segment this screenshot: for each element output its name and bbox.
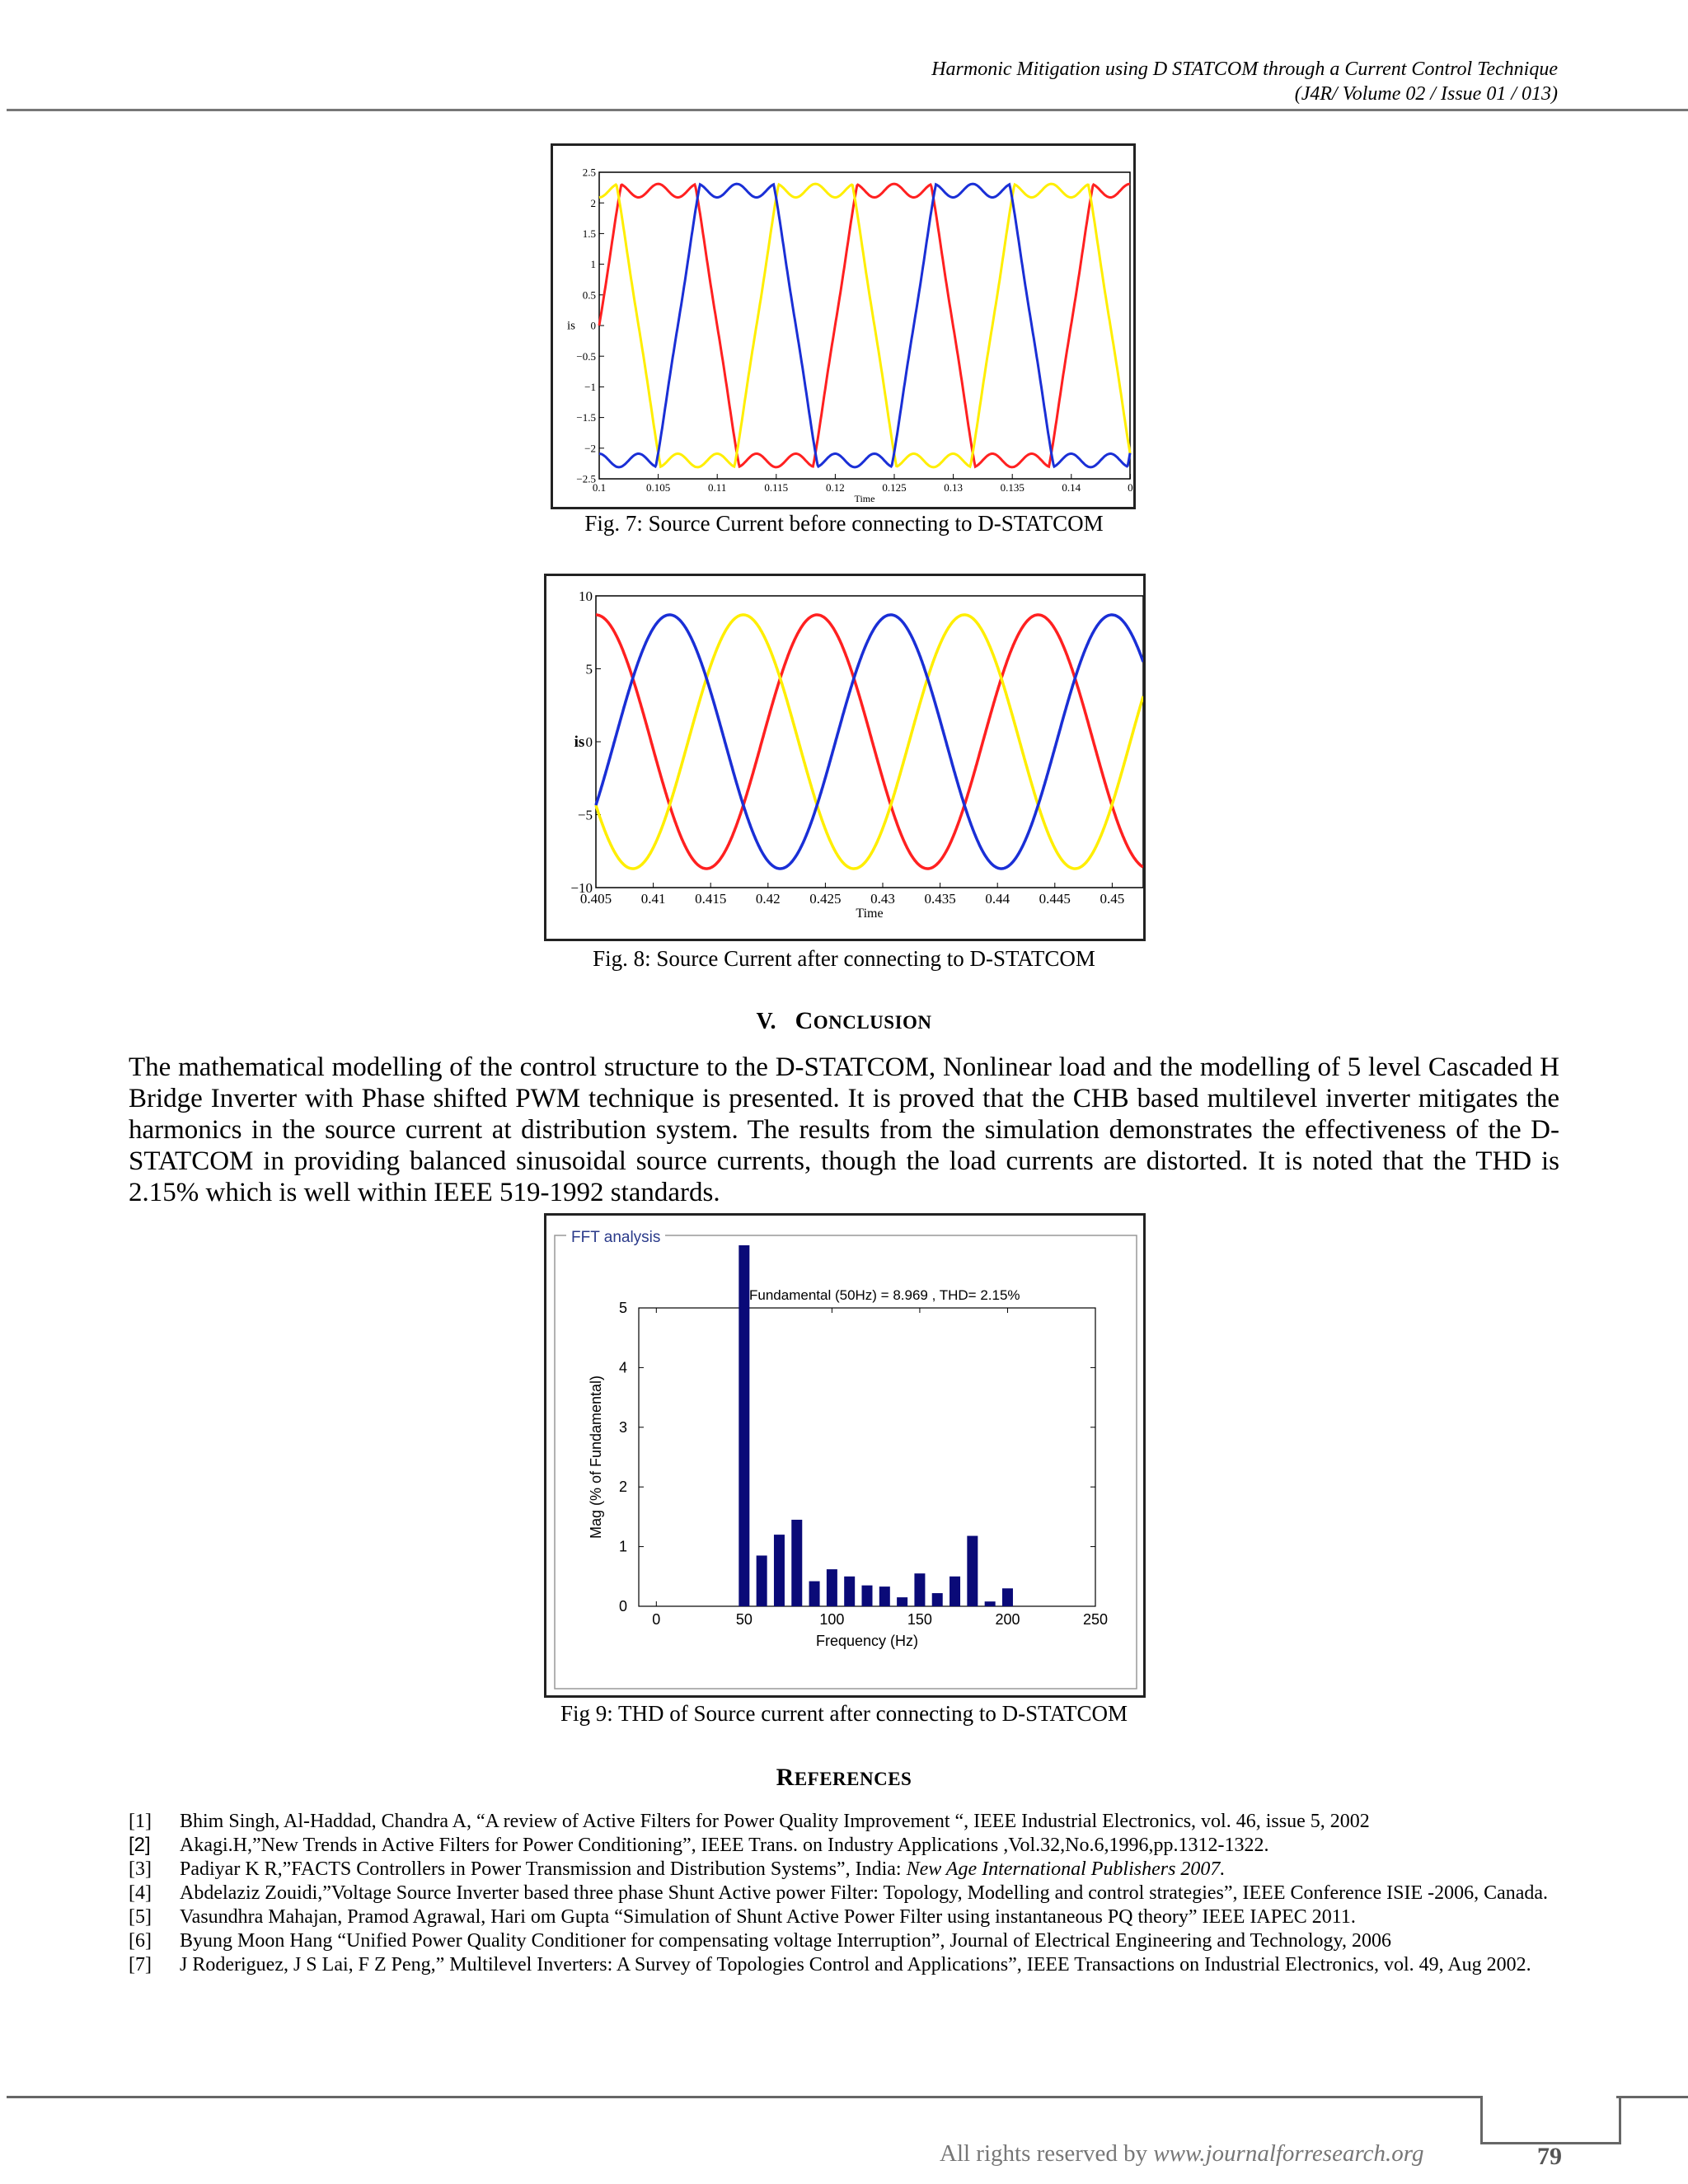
y-tick-label: 1	[618, 1538, 627, 1555]
figure-7-chart	[553, 146, 1133, 507]
fft-annotation: Fundamental (50Hz) = 8.969 , THD= 2.15%	[749, 1287, 1020, 1303]
x-tick-label: 0.125	[882, 481, 907, 494]
x-tick-label: 0.11	[708, 481, 727, 494]
figure-8-chart	[546, 576, 1143, 939]
y-tick-label: 0	[618, 1598, 627, 1615]
harmonic-bar	[791, 1520, 802, 1606]
x-tick-label: 0.115	[764, 481, 789, 494]
x-tick-label: 0.415	[695, 891, 727, 907]
x-tick-label: 150	[907, 1611, 932, 1628]
y-tick-label: 0	[585, 733, 593, 750]
x-tick-label: 0.14	[1062, 481, 1081, 494]
y-tick-label: 2.5	[582, 166, 596, 179]
y-tick-label: 2	[618, 1479, 627, 1496]
harmonic-bar	[844, 1577, 855, 1606]
running-header-title: Harmonic Mitigation using D STATCOM through a Current Control Technique	[931, 59, 1558, 80]
conclusion-title-cap: C	[795, 1007, 814, 1034]
conclusion-heading	[0, 1007, 1688, 1035]
figure-7-frame	[551, 143, 1136, 509]
footer-rule	[7, 2096, 1482, 2098]
x-tick-label: 0.105	[645, 481, 671, 494]
fft-panel-title: FFT analysis	[571, 1229, 661, 1246]
y-tick-label: 0	[590, 319, 596, 332]
y-tick-label: 10	[579, 588, 593, 604]
page-number-box	[1480, 2096, 1621, 2144]
references-title-cap: R	[776, 1764, 795, 1791]
y-tick-label: 4	[618, 1359, 627, 1376]
conclusion-paragraph: The mathematical modelling of the control structure to the D-STATCOM, Nonlinear load and the modelling of 5 level Cascaded H Bridge Inverter with Phase shifted PWM technique is presented. It is proved that the CHB based multilevel inverter mitigates the harmonics in the source current at distribution system. The results from the simulation demonstrates the effectiveness of the D-STATCOM in providing balanced sinusoidal source currents, though the load currents are distorted. It is noted that the THD is 2.15% which is well within IEEE 519-1992 standards.	[129, 1052, 1559, 1207]
references-heading	[0, 1764, 1688, 1792]
harmonic-bar	[827, 1569, 837, 1606]
x-tick-label: 200	[995, 1611, 1020, 1628]
x-tick-label: 0.135	[1000, 481, 1025, 494]
fft-axes-box	[639, 1308, 1095, 1606]
footer-rule-right	[1616, 2096, 1688, 2098]
reference-item: [6] Byung Moon Hang “Unified Power Quality Conditioner for compensating voltage Interruption”, Journal of Electrical Engineering and Technology, 2006	[129, 1930, 1391, 1952]
y-tick-label: 5	[585, 661, 593, 677]
y-tick-label: 1.5	[582, 227, 596, 240]
figure-9-caption: Fig 9: THD of Source current after connecting to D-STATCOM	[560, 1701, 1128, 1726]
x-tick-label: 250	[1082, 1611, 1109, 1628]
x-tick-label: 0	[1128, 481, 1133, 494]
y-tick-label: −1	[584, 380, 596, 393]
conclusion-number: V.	[756, 1009, 777, 1034]
x-tick-label: 0.41	[640, 891, 666, 907]
footer-website-link[interactable]: www.journalforresearch.org	[1153, 2140, 1424, 2167]
phase-current-line	[596, 615, 1143, 869]
x-tick-label: 0.1	[592, 481, 607, 494]
page-number: 79	[1537, 2143, 1562, 2170]
figure-9-frame	[544, 1213, 1146, 1698]
x-tick-label: 0.43	[870, 891, 895, 907]
y-tick-label: −2	[584, 442, 596, 455]
figure-8-caption: Fig. 8: Source Current after connecting to D-STATCOM	[593, 946, 1095, 971]
y-tick-label: −0.5	[576, 349, 596, 363]
x-tick-label: 0.44	[985, 891, 1010, 907]
y-axis-label: Mag (% of Fundamental)	[588, 1375, 604, 1540]
x-axis-label: Time	[854, 493, 875, 504]
harmonic-bar	[738, 1245, 749, 1606]
references-title-rest: EFERENCES	[794, 1769, 912, 1789]
y-tick-label: −1.5	[576, 411, 596, 424]
harmonic-bar	[932, 1593, 943, 1606]
x-tick-label: 0.445	[1039, 891, 1071, 907]
x-tick-label: 0.13	[944, 481, 963, 494]
reference-item: [2] Akagi.H,”New Trends in Active Filters for Power Conditioning”, IEEE Trans. on Industry Applications ,Vol.32,No.6,1996,pp.1312-1322.	[129, 1834, 1269, 1856]
x-tick-label: 0.435	[924, 891, 956, 907]
reference-item: [4] Abdelaziz Zouidi,”Voltage Source Inverter based three phase Shunt Active power Filter: Topology, Modelling and control strategies”, IEEE Conference ISIE -2006, Canada.	[129, 1882, 1549, 1904]
figure-7-caption: Fig. 7: Source Current before connecting to D-STATCOM	[584, 511, 1104, 536]
running-header-subtitle: (J4R/ Volume 02 / Issue 01 / 013)	[1294, 83, 1558, 105]
references-list	[129, 1810, 1559, 1977]
harmonic-bar	[879, 1586, 890, 1606]
x-tick-label: 0	[652, 1611, 661, 1628]
y-tick-label: −2.5	[576, 472, 596, 485]
x-tick-label: 0.405	[579, 891, 612, 907]
y-tick-label: 3	[618, 1418, 627, 1436]
footer-rights: All rights reserved by www.journalforresearch.org	[940, 2140, 1424, 2167]
harmonic-bar	[897, 1597, 907, 1606]
y-axis-label: is	[566, 319, 576, 333]
x-axis-label: Time	[856, 907, 884, 921]
y-tick-label: 1	[590, 258, 596, 271]
harmonic-bar	[862, 1586, 873, 1606]
harmonic-bar	[774, 1535, 785, 1606]
x-tick-label: 0.42	[755, 891, 781, 907]
reference-item: [3] Padiyar K R,”FACTS Controllers in Power Transmission and Distribution Systems”, India: New Age International Publishers 2007.	[129, 1858, 1226, 1880]
harmonic-bar	[809, 1582, 820, 1606]
y-tick-label: −10	[570, 879, 593, 896]
harmonic-bar	[757, 1555, 767, 1606]
x-axis-label: Frequency (Hz)	[815, 1633, 919, 1649]
y-tick-label: 2	[590, 196, 596, 209]
harmonic-bar	[950, 1577, 960, 1606]
x-tick-label: 0.12	[826, 481, 845, 494]
y-tick-label: 0.5	[582, 288, 596, 302]
reference-item: [1] Bhim Singh, Al-Haddad, Chandra A, “A review of Active Filters for Power Quality Improvement “, IEEE Industrial Electronics, vol. 46, issue 5, 2002	[129, 1811, 1370, 1832]
harmonic-bar	[985, 1601, 996, 1606]
harmonic-bar	[1002, 1588, 1013, 1606]
phase-current-line	[599, 184, 1130, 467]
header-rule	[7, 109, 1688, 111]
x-tick-label: 0.45	[1100, 891, 1125, 907]
harmonic-bar	[967, 1536, 978, 1606]
reference-publisher-italic: New Age International Publishers 2007.	[906, 1858, 1226, 1880]
reference-item: [7] J Roderiguez, J S Lai, F Z Peng,” Multilevel Inverters: A Survey of Topologies Control and Applications”, IEEE Transactions on Industrial Electronics, vol. 49, Aug 2002.	[129, 1954, 1531, 1975]
reference-item: [5] Vasundhra Mahajan, Pramod Agrawal, Hari om Gupta “Simulation of Shunt Active Power Filter using instantaneous PQ theory” IEEE IAPEC 2011.	[129, 1906, 1356, 1928]
x-tick-label: 50	[735, 1611, 753, 1628]
figure-8-frame	[544, 574, 1146, 941]
conclusion-title-rest: ONCLUSION	[813, 1012, 932, 1033]
harmonic-bar	[914, 1573, 925, 1606]
x-tick-label: 0.425	[809, 891, 842, 907]
x-tick-label: 100	[819, 1611, 845, 1628]
y-tick-label: −5	[577, 807, 593, 823]
figure-9-chart	[546, 1216, 1143, 1695]
y-axis-label: is	[574, 733, 585, 751]
y-tick-label: 5	[618, 1300, 627, 1316]
